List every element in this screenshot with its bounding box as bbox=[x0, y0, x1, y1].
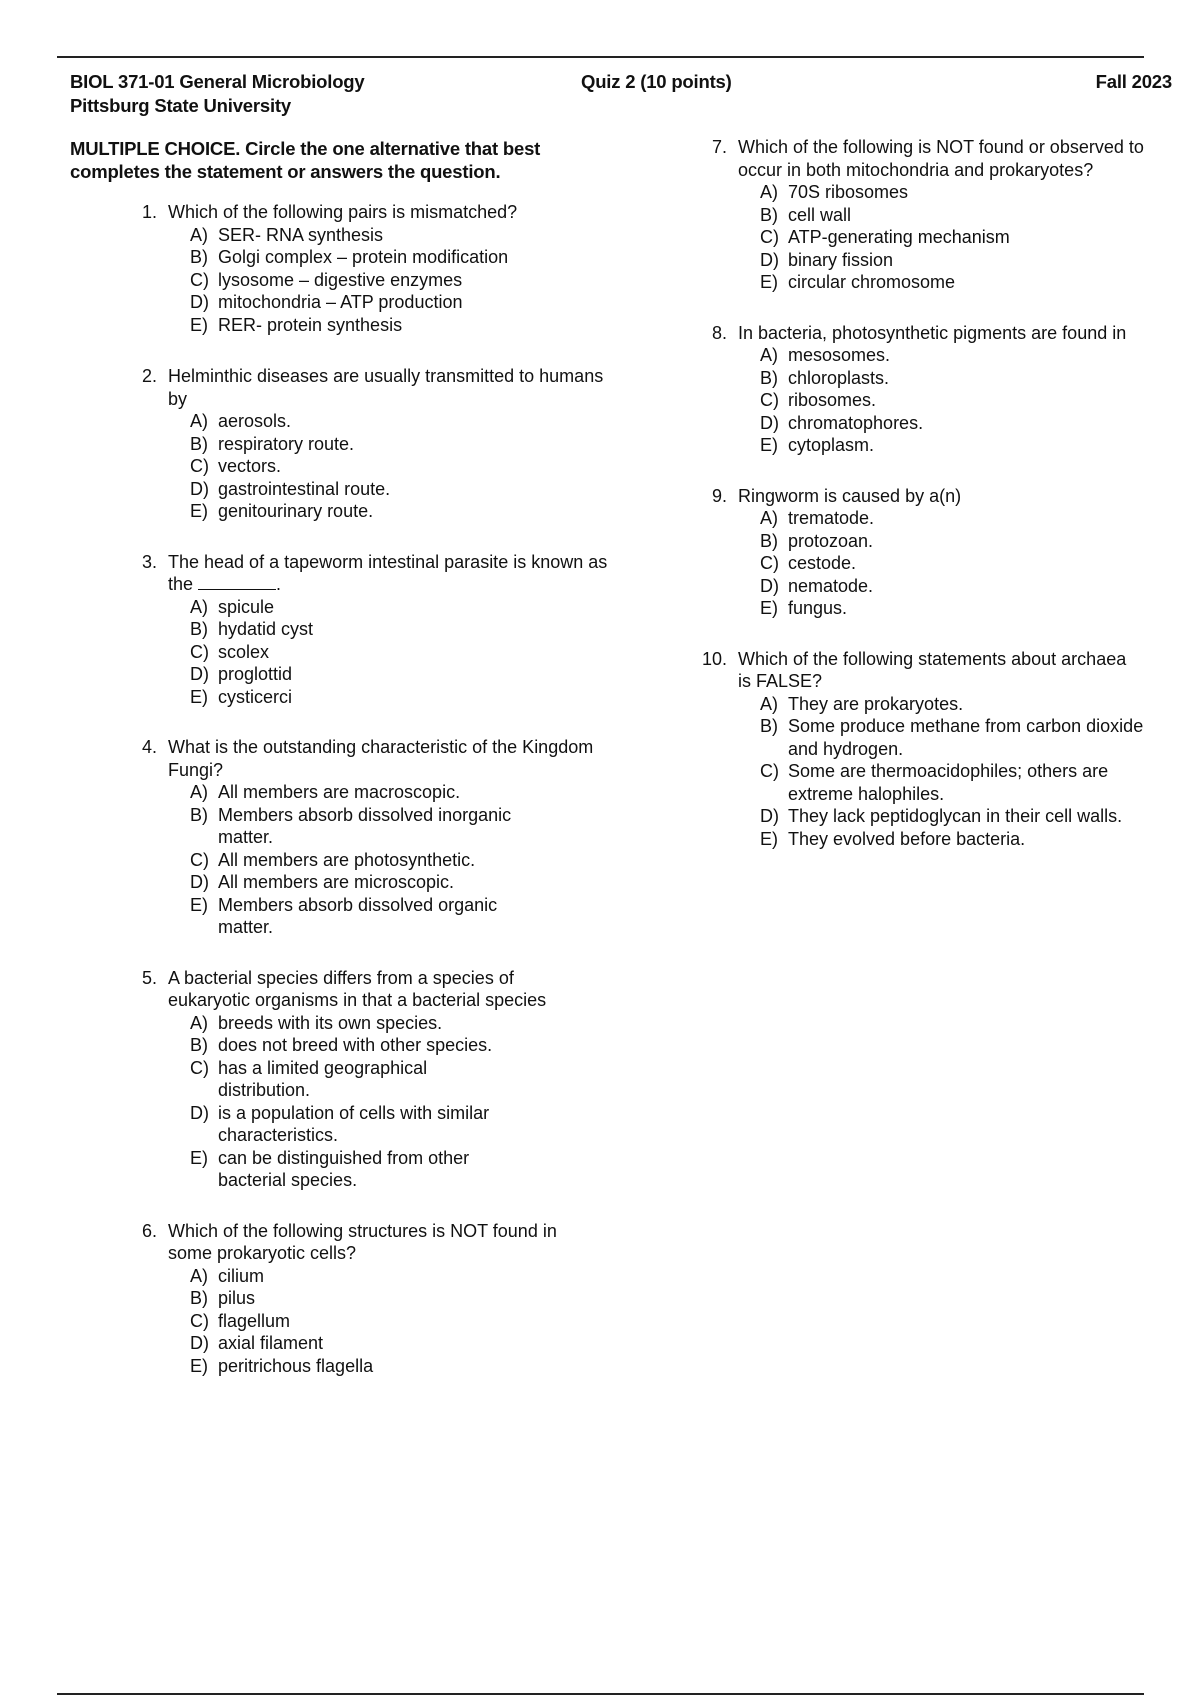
choice-text: aerosols. bbox=[218, 411, 292, 431]
choice-text: vectors. bbox=[218, 456, 282, 476]
choice-text: cilium bbox=[218, 1265, 265, 1286]
choice-d[interactable] bbox=[190, 478, 612, 501]
question-text: Ringworm is caused by a(n) bbox=[738, 485, 962, 506]
choice-text: gastrointestinal route. bbox=[218, 478, 391, 499]
top-rule bbox=[57, 56, 1144, 58]
choice-a[interactable] bbox=[190, 596, 612, 619]
choice-list bbox=[712, 507, 1182, 620]
choice-letter: A) bbox=[760, 345, 778, 365]
choice-text: ribosomes. bbox=[788, 390, 877, 410]
course-header bbox=[70, 70, 365, 118]
choice-a[interactable] bbox=[760, 693, 1182, 716]
question-text: What is the outstanding characteristic of the Kingdom Fungi? bbox=[168, 737, 594, 780]
choice-text: cysticerci bbox=[218, 686, 293, 707]
question-number: 8. bbox=[712, 322, 728, 343]
answer-blank bbox=[198, 573, 276, 590]
choice-letter: D) bbox=[190, 664, 209, 684]
choice-letter: C) bbox=[190, 269, 209, 290]
left-column bbox=[142, 201, 612, 1404]
choice-letter: A) bbox=[190, 411, 208, 431]
choice-b[interactable] bbox=[760, 367, 1182, 390]
choice-text: breeds with its own species. bbox=[218, 1012, 443, 1033]
choice-d[interactable] bbox=[760, 575, 1182, 598]
choice-b[interactable] bbox=[760, 715, 1182, 760]
question-5 bbox=[142, 967, 612, 1192]
choice-d[interactable] bbox=[760, 412, 1182, 435]
choice-c[interactable] bbox=[190, 1057, 612, 1102]
question-number: 5. bbox=[142, 967, 158, 988]
choice-c[interactable] bbox=[760, 389, 1182, 412]
choice-letter: D) bbox=[190, 872, 209, 892]
choice-text: cytoplasm. bbox=[788, 435, 875, 455]
choice-c[interactable] bbox=[190, 641, 612, 664]
choice-d[interactable] bbox=[760, 805, 1182, 828]
choice-text: protozoan. bbox=[788, 530, 874, 551]
choice-text: binary fission bbox=[788, 249, 894, 270]
question-text: Which of the following is NOT found or observed to occur in both mitochondria and prokaryotes? bbox=[738, 137, 1144, 180]
choice-text: does not breed with other species. bbox=[218, 1035, 493, 1055]
choice-b[interactable] bbox=[190, 1287, 612, 1310]
question-number: 6. bbox=[142, 1220, 158, 1241]
choice-letter: E) bbox=[760, 272, 778, 292]
choice-letter: C) bbox=[190, 1057, 209, 1078]
choice-text: spicule bbox=[218, 596, 275, 617]
choice-letter: D) bbox=[760, 249, 779, 270]
choice-text: circular chromosome bbox=[788, 272, 956, 292]
instructions: MULTIPLE CHOICE. Circle the one alternative that best completes the statement or answers the question. bbox=[70, 138, 541, 182]
choice-list bbox=[712, 693, 1182, 851]
university-name: Pittsburg State University bbox=[70, 95, 291, 116]
question-9 bbox=[712, 485, 1182, 620]
choice-letter: B) bbox=[760, 367, 778, 388]
choice-b[interactable] bbox=[760, 530, 1182, 553]
quiz-title: Quiz 2 (10 points) bbox=[581, 71, 732, 92]
choice-text: All members are photosynthetic. bbox=[218, 849, 476, 870]
choice-text: chloroplasts. bbox=[788, 367, 890, 388]
choice-letter: E) bbox=[190, 501, 208, 521]
question-2 bbox=[142, 365, 612, 523]
choice-d[interactable] bbox=[190, 663, 612, 686]
choice-letter: A) bbox=[760, 182, 778, 202]
choice-text: ATP-generating mechanism bbox=[788, 227, 1010, 247]
question-number: 2. bbox=[142, 366, 158, 386]
choice-text: Members absorb dissolved organic matter. bbox=[218, 894, 498, 937]
choice-d[interactable] bbox=[190, 1332, 612, 1355]
choice-letter: D) bbox=[760, 412, 779, 433]
choice-a[interactable] bbox=[190, 1265, 612, 1288]
choice-a[interactable] bbox=[190, 410, 612, 433]
choice-text: scolex bbox=[218, 641, 270, 662]
question-number: 4. bbox=[142, 737, 158, 757]
choice-letter: D) bbox=[760, 575, 779, 596]
choice-list bbox=[142, 1265, 612, 1378]
question-text-end: . bbox=[276, 574, 282, 594]
choice-a[interactable] bbox=[190, 1012, 612, 1035]
choice-list bbox=[142, 781, 612, 939]
choice-c[interactable] bbox=[760, 552, 1182, 575]
choice-letter: C) bbox=[760, 390, 779, 410]
question-3 bbox=[142, 551, 612, 709]
choice-letter: D) bbox=[190, 1333, 209, 1353]
choice-letter: B) bbox=[190, 1288, 208, 1308]
choice-text: peritrichous flagella bbox=[218, 1355, 374, 1376]
choice-c[interactable] bbox=[190, 269, 612, 292]
choice-c[interactable] bbox=[760, 760, 1182, 805]
choice-list bbox=[142, 224, 612, 337]
choice-b[interactable] bbox=[190, 433, 612, 456]
choice-b[interactable] bbox=[190, 804, 612, 849]
choice-letter: E) bbox=[760, 598, 778, 618]
choice-text: nematode. bbox=[788, 575, 874, 596]
choice-text: They lack peptidoglycan in their cell walls. bbox=[788, 806, 1123, 826]
choice-list bbox=[142, 596, 612, 709]
choice-text: All members are macroscopic. bbox=[218, 782, 461, 802]
question-6 bbox=[142, 1220, 612, 1378]
choice-letter: E) bbox=[190, 314, 208, 335]
choice-d[interactable] bbox=[190, 291, 612, 314]
question-text: Which of the following statements about archaea is FALSE? bbox=[738, 648, 1127, 691]
choice-e[interactable] bbox=[190, 894, 612, 939]
question-number: 10. bbox=[702, 648, 728, 669]
choice-list bbox=[142, 1012, 612, 1192]
choice-text: They evolved before bacteria. bbox=[788, 828, 1026, 849]
choice-d[interactable] bbox=[190, 1102, 612, 1147]
choice-text: hydatid cyst bbox=[218, 619, 314, 639]
choice-a[interactable] bbox=[760, 344, 1182, 367]
choice-e[interactable] bbox=[760, 828, 1182, 851]
question-8 bbox=[712, 322, 1182, 457]
choice-text: pilus bbox=[218, 1288, 256, 1308]
choice-list bbox=[712, 344, 1182, 457]
question-text: Which of the following pairs is mismatched? bbox=[168, 202, 518, 222]
choice-text: SER- RNA synthesis bbox=[218, 224, 384, 245]
choice-text: lysosome – digestive enzymes bbox=[218, 269, 463, 290]
choice-letter: D) bbox=[190, 292, 209, 312]
choice-text: fungus. bbox=[788, 598, 848, 618]
choice-text: trematode. bbox=[788, 508, 875, 528]
choice-text: They are prokaryotes. bbox=[788, 693, 964, 714]
choice-a[interactable] bbox=[760, 507, 1182, 530]
choice-text: Golgi complex – protein modification bbox=[218, 247, 509, 267]
choice-a[interactable] bbox=[190, 224, 612, 247]
question-number: 1. bbox=[142, 202, 158, 222]
bottom-rule bbox=[57, 1693, 1144, 1695]
choice-d[interactable] bbox=[760, 249, 1182, 272]
question-text: A bacterial species differs from a species of eukaryotic organisms in that a bacterial species bbox=[168, 967, 547, 1010]
choice-text: proglottid bbox=[218, 664, 293, 684]
choice-e[interactable] bbox=[190, 686, 612, 709]
choice-letter: C) bbox=[190, 456, 209, 476]
choice-a[interactable] bbox=[760, 181, 1182, 204]
choice-letter: A) bbox=[760, 693, 778, 714]
choice-letter: D) bbox=[760, 806, 779, 826]
choice-text: genitourinary route. bbox=[218, 501, 374, 521]
choice-text: chromatophores. bbox=[788, 412, 924, 433]
right-column bbox=[702, 136, 1182, 877]
choice-d[interactable] bbox=[190, 871, 612, 894]
choice-b[interactable] bbox=[190, 618, 612, 641]
choice-text: is a population of cells with similar characteristics. bbox=[218, 1102, 490, 1145]
choice-letter: C) bbox=[190, 1310, 209, 1331]
choice-text: has a limited geographical distribution. bbox=[218, 1057, 428, 1100]
choice-c[interactable] bbox=[760, 226, 1182, 249]
choice-text: can be distinguished from other bacterial species. bbox=[218, 1147, 470, 1190]
choice-c[interactable] bbox=[190, 1310, 612, 1333]
question-text: Which of the following structures is NOT found in some prokaryotic cells? bbox=[168, 1220, 557, 1263]
question-number: 7. bbox=[712, 137, 728, 157]
choice-letter: D) bbox=[190, 1102, 209, 1123]
choice-letter: E) bbox=[190, 686, 208, 707]
choice-e[interactable] bbox=[190, 1147, 612, 1192]
choice-letter: B) bbox=[760, 204, 778, 225]
choice-e[interactable] bbox=[190, 314, 612, 337]
choice-letter: A) bbox=[190, 1265, 208, 1286]
choice-letter: A) bbox=[190, 782, 208, 802]
choice-letter: B) bbox=[190, 247, 208, 267]
choice-b[interactable] bbox=[760, 204, 1182, 227]
choice-text: cestode. bbox=[788, 553, 857, 573]
choice-e[interactable] bbox=[190, 500, 612, 523]
choice-letter: E) bbox=[190, 1147, 208, 1168]
choice-letter: E) bbox=[190, 894, 208, 915]
choice-letter: B) bbox=[190, 804, 208, 825]
choice-text: respiratory route. bbox=[218, 433, 355, 454]
choice-text: mitochondria – ATP production bbox=[218, 292, 463, 312]
choice-text: mesosomes. bbox=[788, 345, 891, 365]
choice-e[interactable] bbox=[760, 597, 1182, 620]
question-10 bbox=[702, 648, 1182, 851]
choice-list bbox=[712, 181, 1182, 294]
choice-letter: B) bbox=[760, 530, 778, 551]
choice-e[interactable] bbox=[760, 434, 1182, 457]
choice-letter: A) bbox=[760, 508, 778, 528]
choice-letter: A) bbox=[190, 1012, 208, 1033]
choice-text: flagellum bbox=[218, 1310, 291, 1331]
question-text: In bacteria, photosynthetic pigments are found in bbox=[738, 322, 1127, 343]
choice-letter: A) bbox=[190, 224, 208, 245]
question-text: Helminthic diseases are usually transmitted to humans by bbox=[168, 366, 604, 409]
choice-letter: D) bbox=[190, 478, 209, 499]
term-label: Fall 2023 bbox=[1095, 71, 1172, 92]
choice-letter: E) bbox=[760, 435, 778, 455]
choice-text: Some produce methane from carbon dioxide and hydrogen. bbox=[788, 716, 1144, 759]
question-text: The head of a tapeworm intestinal parasite is known as the bbox=[168, 551, 608, 594]
question-1 bbox=[142, 201, 612, 336]
choice-letter: A) bbox=[190, 596, 208, 617]
choice-letter: B) bbox=[190, 619, 208, 639]
choice-b[interactable] bbox=[190, 246, 612, 269]
choice-text: All members are microscopic. bbox=[218, 872, 455, 892]
question-text-wrap bbox=[168, 551, 612, 596]
choice-letter: C) bbox=[760, 761, 779, 781]
choice-e[interactable] bbox=[760, 271, 1182, 294]
choice-text: cell wall bbox=[788, 204, 852, 225]
choice-text: axial filament bbox=[218, 1333, 324, 1353]
question-4 bbox=[142, 736, 612, 939]
choice-letter: B) bbox=[190, 433, 208, 454]
choice-text: RER- protein synthesis bbox=[218, 314, 403, 335]
choice-b[interactable] bbox=[190, 1034, 612, 1057]
choice-letter: E) bbox=[760, 828, 778, 849]
choice-text: Members absorb dissolved inorganic matter. bbox=[218, 804, 512, 847]
question-number: 9. bbox=[712, 485, 728, 506]
choice-list bbox=[142, 410, 612, 523]
question-number: 3. bbox=[142, 551, 158, 572]
choice-letter: C) bbox=[760, 227, 779, 247]
choice-c[interactable] bbox=[190, 455, 612, 478]
choice-letter: C) bbox=[190, 849, 209, 870]
choice-letter: C) bbox=[760, 553, 779, 573]
course-title: BIOL 371-01 General Microbiology bbox=[70, 71, 365, 92]
choice-e[interactable] bbox=[190, 1355, 612, 1378]
question-7 bbox=[712, 136, 1182, 294]
choice-letter: C) bbox=[190, 641, 209, 662]
choice-c[interactable] bbox=[190, 849, 612, 872]
choice-letter: B) bbox=[190, 1035, 208, 1055]
choice-a[interactable] bbox=[190, 781, 612, 804]
choice-letter: E) bbox=[190, 1355, 208, 1376]
choice-letter: B) bbox=[760, 716, 778, 736]
choice-text: Some are thermoacidophiles; others are extreme halophiles. bbox=[788, 761, 1109, 804]
choice-text: 70S ribosomes bbox=[788, 182, 909, 202]
